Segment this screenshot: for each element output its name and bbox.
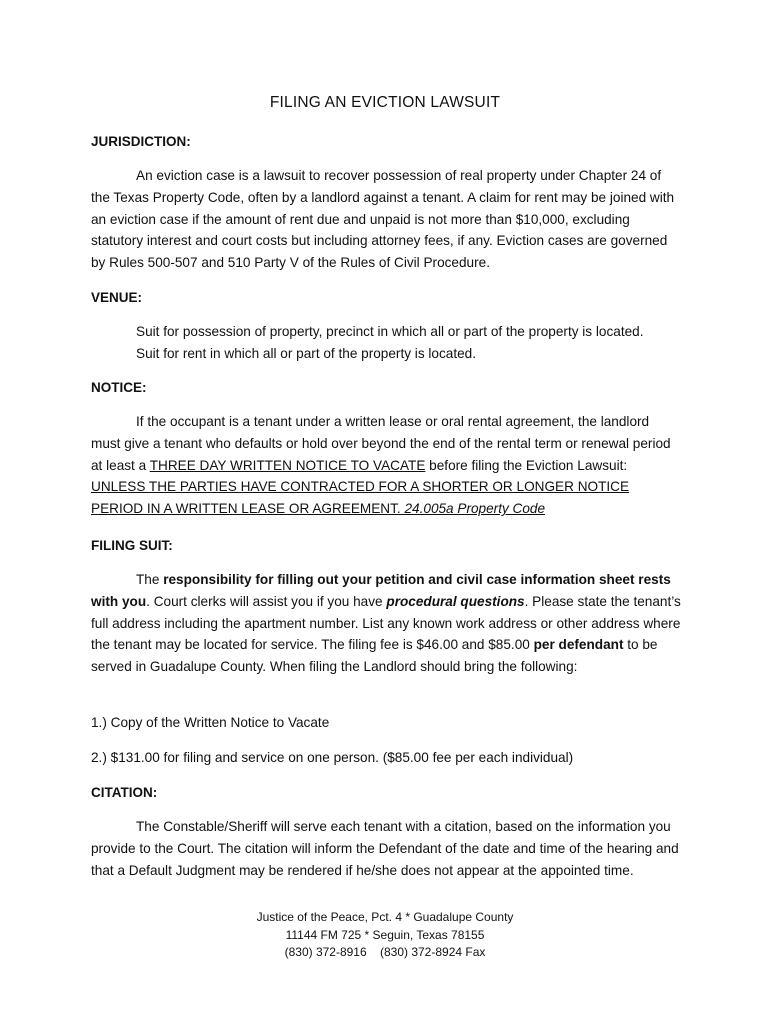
notice-to-vacate-text: THREE DAY WRITTEN NOTICE TO VACATE <box>149 457 426 473</box>
filing-text: to be served in Guadalupe County. When filing the Landlord should bring the following: <box>91 637 658 675</box>
filing-text: The <box>136 572 164 587</box>
footer-court-name: Justice of the Peace, Pct. 4 * Guadalupe County <box>256 910 514 924</box>
filing-suit-heading: FILING SUIT: <box>91 538 173 553</box>
per-defendant-emphasis: per defendant <box>533 637 624 653</box>
notice-unless-text: UNLESS THE PARTIES HAVE CONTRACTED FOR A SHORTER OR LONGER NOTICE PERIOD IN A WRITTEN LEASE OR AGREEMENT. <box>91 479 630 517</box>
list-item: 1.) Copy of the Written Notice to Vacate <box>91 715 330 730</box>
footer-address: 11144 FM 725 * Seguin, Texas 78155 <box>285 927 485 942</box>
page-title: FILING AN EVICTION LAWSUIT <box>269 94 501 111</box>
jurisdiction-heading: JURISDICTION: <box>91 134 191 149</box>
footer <box>0 909 770 962</box>
notice-text: If the occupant is a tenant under a written lease or oral rental agreement, the landlord must give a tenant who defaults or hold over beyond the end of the rental term or renewal period at least a <box>91 414 671 473</box>
notice-paragraph <box>91 411 681 520</box>
filing-suit-paragraph <box>91 569 681 678</box>
footer-phone: (830) 372-8916 (830) 372-8924 Fax <box>284 945 486 959</box>
filing-text: . Please state the tenant’s full address including the apartment number. List any known work address or other address where the tenant may be located for service. The filing fee is $46.00 and $85.00 <box>91 593 681 653</box>
citation-paragraph: The Constable/Sheriff will serve each tenant with a citation, based on the information you provide to the Court. The citation will inform the Defendant of the date and time of the hearing and that a Default Judgment may be rendered if he/she does not appear at the appointed time. <box>91 819 679 878</box>
venue-line-rent: Suit for rent in which all or part of the property is located. <box>136 345 477 361</box>
venue-line-possession: Suit for possession of property, precinct in which all or part of the property is located. <box>136 324 644 339</box>
venue-heading: VENUE: <box>91 290 143 305</box>
filing-text: . Court clerks will assist you if you have <box>146 593 387 609</box>
property-code-reference: 24.005a Property Code <box>404 501 546 517</box>
responsibility-emphasis: responsibility for filling out your petition and civil case information sheet rests with you <box>91 572 671 609</box>
venue-paragraph <box>136 321 696 365</box>
notice-heading: NOTICE: <box>91 380 147 395</box>
procedural-questions-emphasis: procedural questions <box>386 593 525 609</box>
list-item: 2.) $131.00 for filing and service on one person. ($85.00 fee per each individual) <box>91 750 574 765</box>
notice-text-mid: before filing the Eviction Lawsuit: <box>425 457 628 473</box>
jurisdiction-paragraph: An eviction case is a lawsuit to recover possession of real property under Chapter 24 of the Texas Property Code, often by a landlord against a tenant. A claim for rent may be joined with an eviction case if the amount of rent due and unpaid is not more than $10,000, excluding statutory interest and court costs but including attorney fees, if any. Eviction cases are governed by Rules 500-507 and 510 Party V of the Rules of Civil Procedure. <box>91 168 675 271</box>
citation-heading: CITATION: <box>91 785 158 800</box>
